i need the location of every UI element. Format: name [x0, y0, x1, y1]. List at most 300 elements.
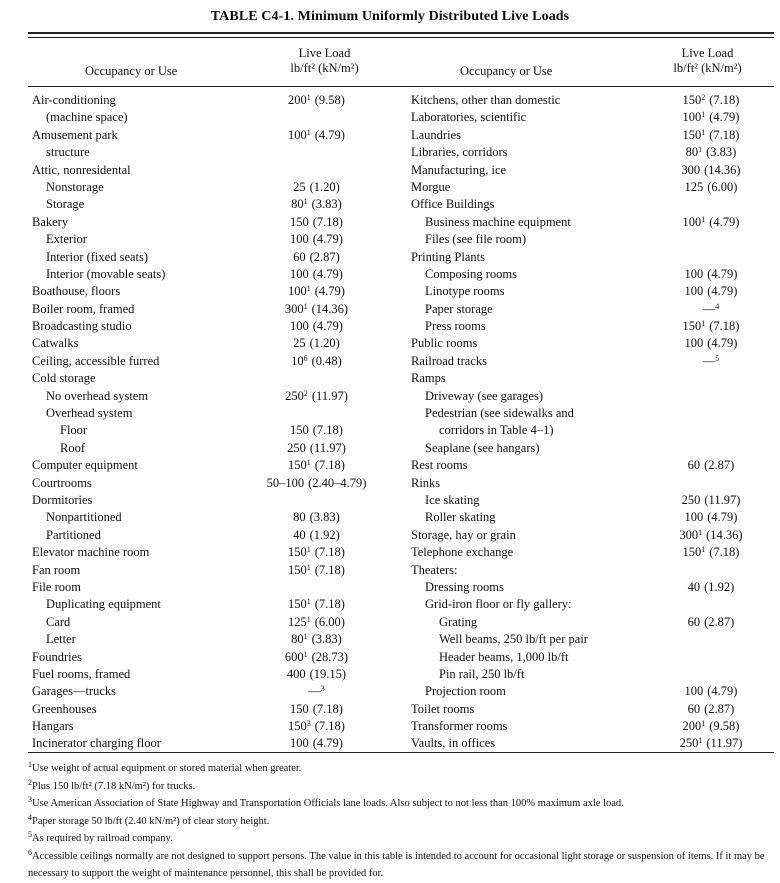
load-psf: 150 [682, 93, 702, 107]
live-load-value [254, 614, 379, 631]
load-kn: (4.79) [707, 510, 738, 525]
live-load-value [649, 162, 773, 179]
table-row [411, 701, 773, 718]
load-kn: (2.40–4.79) [308, 475, 367, 490]
load-psf: 60 [293, 249, 306, 264]
table-row [32, 249, 377, 266]
footnote [28, 778, 778, 796]
occupancy-label: Laundries [411, 127, 461, 142]
occupancy-label: Hangars [32, 719, 74, 734]
occupancy-label: Ramps [411, 371, 446, 386]
footnote-ref: 5 [715, 353, 720, 363]
occupancy-label: Roller skating [425, 510, 496, 525]
table-row [411, 109, 773, 126]
load-kn: (7.18) [709, 127, 740, 142]
table-row [411, 614, 773, 631]
load-kn: (4.79) [707, 684, 738, 699]
table-row [32, 544, 377, 561]
occupancy-label: Fuel rooms, framed [32, 666, 131, 681]
load-psf: 300 [284, 301, 304, 316]
footnote-ref: 1 [701, 127, 706, 137]
occupancy-label: Press rooms [425, 319, 486, 334]
load-kn: (4.79) [709, 214, 740, 229]
load-psf: 400 [286, 666, 306, 681]
occupancy-label: File room [32, 579, 81, 594]
footnote-ref: 1 [701, 719, 706, 729]
table-row [411, 144, 773, 161]
load-psf: 10 [291, 353, 304, 368]
live-load-value [254, 283, 379, 300]
load-psf: 100 [684, 336, 704, 351]
occupancy-label: Railroad tracks [411, 353, 488, 368]
occupancy-label: Ceiling, accessible furred [32, 353, 160, 368]
table-title: TABLE C4-1. Minimum Uniformly Distributed Live Loads [210, 9, 570, 24]
occupancy-label: Interior (fixed seats) [46, 249, 149, 264]
occupancy-label: Catwalks [32, 336, 79, 351]
live-load-value [254, 196, 379, 213]
table-row [411, 631, 773, 648]
load-psf: 80 [685, 145, 699, 160]
live-load-value [254, 544, 379, 561]
load-kn: (14.36) [706, 527, 743, 542]
load-psf: 25 [293, 179, 306, 194]
table-row [32, 527, 377, 544]
load-psf: 100 [290, 319, 309, 334]
occupancy-label: Cold storage [32, 371, 96, 386]
table-row [411, 666, 773, 683]
header-live-load-line1: Live Load [681, 46, 734, 60]
footnote-ref: 1 [306, 458, 311, 468]
load-kn: (14.36) [704, 162, 741, 177]
table-row [411, 475, 773, 492]
load-kn: (1.20) [309, 336, 340, 351]
table-row [32, 718, 377, 735]
table-row [32, 335, 377, 352]
load-psf: 80 [291, 632, 304, 647]
load-kn: (4.79) [707, 266, 738, 281]
table-row [411, 422, 773, 439]
footnote-number: 2 [28, 777, 32, 787]
live-load-value [254, 701, 379, 718]
load-kn: (3.83) [311, 197, 342, 212]
table-row [411, 457, 773, 474]
occupancy-label: Foundries [32, 649, 82, 664]
header-live-load-line1: Live Load [298, 46, 351, 60]
live-load-value [649, 318, 773, 335]
right-column [411, 92, 773, 753]
table-row [32, 109, 377, 126]
footnote-ref: 1 [701, 545, 706, 555]
footnote-ref: 1 [303, 649, 308, 659]
table-row [32, 144, 377, 161]
occupancy-label: Air-conditioning [32, 93, 116, 107]
live-load-value [649, 718, 773, 735]
load-psf: 125 [684, 179, 704, 194]
footnote [28, 813, 778, 831]
footnote [28, 848, 778, 883]
bottom-rule [28, 752, 774, 753]
load-kn: (19.15) [309, 666, 347, 681]
table-row [411, 92, 773, 109]
occupancy-label: Partitioned [46, 527, 101, 542]
live-load-value [649, 335, 773, 352]
live-load-value [649, 492, 773, 509]
footnote-text: Accessible ceilings normally are not designed to support persons. The value in this table is intended to account for occasional light storage or suspension of items. If it may be necessary to support the weight of maintenance personnel, this shall be provided for. [28, 850, 765, 879]
load-psf: 25 [293, 336, 306, 351]
occupancy-label: (machine space) [46, 110, 128, 125]
occupancy-label: Duplicating equipment [46, 597, 161, 612]
load-kn: (7.18) [709, 319, 740, 334]
load-kn: (1.20) [309, 179, 340, 194]
occupancy-label: corridors in Table 4–1) [439, 423, 554, 438]
footnote-ref: 1 [306, 545, 311, 555]
table-row [32, 666, 377, 683]
table-row [411, 162, 773, 179]
occupancy-label: Dormitories [32, 492, 93, 507]
live-load-value [649, 353, 773, 370]
load-kn: (4.79) [312, 319, 343, 334]
footnote-ref: 3 [320, 684, 325, 694]
load-psf: 150 [682, 319, 702, 334]
occupancy-label: Rest rooms [411, 458, 468, 473]
occupancy-label: Fan room [32, 562, 81, 577]
table-row [32, 649, 377, 666]
footnote-number: 5 [28, 830, 32, 839]
table-row [32, 162, 377, 179]
footnote-ref: 1 [698, 527, 703, 537]
footnote-ref: 2 [303, 388, 308, 398]
occupancy-label: Driveway (see garages) [425, 388, 543, 403]
live-load-value [254, 388, 379, 405]
footnote-number: 3 [28, 795, 32, 804]
table-row [411, 440, 773, 457]
top-rule-thin [28, 37, 774, 38]
live-load-value [649, 144, 773, 161]
live-load-value [254, 735, 379, 752]
table-row [32, 509, 377, 526]
load-psf: 150 [682, 545, 702, 560]
load-psf: 80 [293, 510, 306, 525]
table-row [32, 231, 377, 248]
footnote-ref: 1 [306, 284, 311, 294]
occupancy-label: Floor [60, 423, 88, 438]
footnote [28, 760, 778, 778]
occupancy-label: Paper storage [425, 301, 493, 316]
occupancy-label: Vaults, in offices [411, 736, 496, 751]
occupancy-label: Nonpartitioned [46, 510, 122, 525]
table-row [32, 283, 377, 300]
live-load-value [254, 683, 379, 700]
occupancy-label: Roof [60, 440, 85, 455]
occupancy-label: Laboratories, scientific [411, 110, 527, 125]
load-kn: (4.79) [314, 127, 345, 142]
occupancy-label: Dressing rooms [425, 579, 504, 594]
occupancy-label: Linotype rooms [425, 284, 505, 299]
occupancy-label: Telephone exchange [411, 545, 514, 560]
live-load-value [649, 509, 773, 526]
load-psf: 100 [684, 510, 704, 525]
live-load-value [254, 127, 379, 144]
load-psf: 80 [291, 197, 304, 212]
load-kn: (6.00) [314, 614, 345, 629]
occupancy-label: Courtrooms [32, 475, 92, 490]
live-load-value [649, 457, 773, 474]
live-load-value [649, 92, 773, 109]
load-kn: (7.18) [314, 719, 345, 734]
live-load-value [649, 301, 773, 318]
table-row [411, 335, 773, 352]
live-load-value [254, 422, 379, 439]
live-load-value [254, 335, 379, 352]
table-row [32, 353, 377, 370]
occupancy-label: Theaters: [411, 562, 458, 577]
occupancy-label: Greenhouses [32, 701, 97, 716]
load-psf: — [308, 684, 321, 699]
table-row [32, 266, 377, 283]
occupancy-label: Grid-iron floor or fly gallery: [425, 597, 572, 612]
table-row [411, 231, 773, 248]
table-row [32, 457, 377, 474]
top-rule-thick [28, 32, 774, 34]
table-row [32, 596, 377, 613]
header-live-load-line2: lb/ft² (kN/m²) [290, 61, 359, 75]
table-row [32, 92, 377, 109]
load-kn: (7.18) [312, 701, 343, 716]
load-kn: (7.18) [312, 214, 343, 229]
live-load-value [254, 631, 379, 648]
footnote-text: As required by railroad company. [32, 833, 173, 844]
load-kn: (6.00) [707, 179, 738, 194]
footnote-number: 4 [28, 812, 32, 822]
table-row [411, 301, 773, 318]
table-row [32, 301, 377, 318]
load-psf: 50–100 [266, 475, 305, 490]
load-psf: — [702, 301, 716, 316]
footnotes [28, 760, 778, 883]
occupancy-label: Storage [46, 197, 85, 212]
occupancy-label: Manufacturing, ice [411, 162, 507, 177]
occupancy-label: Composing rooms [425, 266, 518, 281]
load-psf: 100 [288, 127, 307, 142]
load-psf: 150 [288, 545, 307, 560]
live-load-value [649, 544, 773, 561]
footnote-ref: 3 [306, 719, 311, 729]
live-load-value [254, 527, 379, 544]
header-live-load-left [262, 46, 387, 76]
load-kn: (4.79) [312, 266, 343, 281]
table-row [32, 579, 377, 596]
live-load-value [254, 649, 379, 666]
load-psf: 300 [679, 527, 699, 542]
footnote-text: Use American Association of State Highway and Transportation Officials lane loads. Also subject to not less than 100% maximum axle load. [32, 798, 624, 809]
live-load-value [649, 179, 773, 196]
table-row [32, 562, 377, 579]
occupancy-label: Grating [439, 614, 478, 629]
occupancy-label: Elevator machine room [32, 545, 150, 560]
occupancy-label: structure [46, 145, 90, 160]
occupancy-label: Toilet rooms [411, 701, 475, 716]
occupancy-label: Ice skating [425, 492, 480, 507]
load-psf: 300 [681, 162, 701, 177]
header-occupancy-left: Occupancy or Use [85, 64, 178, 78]
header-rule [28, 86, 774, 87]
table-row [411, 596, 773, 613]
live-load-value [649, 683, 773, 700]
occupancy-label: Overhead system [46, 406, 133, 421]
load-kn: (2.87) [704, 458, 735, 473]
load-psf: 100 [684, 266, 704, 281]
footnote-ref: 1 [701, 110, 706, 120]
table-row [32, 370, 377, 387]
live-load-value [649, 109, 773, 126]
table-row [32, 318, 377, 335]
footnote-number: 6 [28, 847, 32, 857]
table-row [411, 388, 773, 405]
load-kn: (4.79) [707, 284, 738, 299]
footnote-ref: 2 [701, 93, 706, 102]
footnote-ref: 6 [303, 353, 308, 363]
table-row [411, 509, 773, 526]
load-psf: 100 [290, 232, 309, 247]
footnote [28, 795, 778, 813]
occupancy-label: Kitchens, other than domestic [411, 93, 561, 107]
load-psf: 150 [290, 214, 309, 229]
live-load-value [254, 92, 379, 109]
occupancy-label: Header beams, 1,000 lb/ft [439, 649, 569, 664]
load-kn: (11.97) [704, 492, 741, 507]
load-psf: 150 [290, 423, 309, 438]
live-load-value [254, 562, 379, 579]
occupancy-label: Letter [46, 632, 76, 647]
table-row [32, 179, 377, 196]
load-psf: 150 [290, 701, 309, 716]
table-row [411, 283, 773, 300]
table-row [411, 649, 773, 666]
table-row [411, 527, 773, 544]
footnote [28, 830, 778, 848]
load-psf: 250 [681, 492, 701, 507]
load-psf: 150 [682, 127, 702, 142]
load-psf: 200 [288, 93, 307, 107]
load-kn: (9.58) [709, 719, 740, 734]
load-psf: 100 [682, 214, 702, 229]
load-kn: (4.79) [314, 284, 345, 299]
table-row [32, 196, 377, 213]
live-load-value [254, 475, 379, 492]
load-psf: — [702, 353, 716, 368]
live-load-value [254, 353, 379, 370]
occupancy-label: Incinerator charging floor [32, 736, 161, 751]
load-kn: (14.36) [311, 301, 349, 316]
table-row [411, 492, 773, 509]
table-row [411, 544, 773, 561]
load-kn: (7.18) [314, 545, 345, 560]
footnote-ref: 1 [306, 93, 311, 102]
footnote-text: Use weight of actual equipment or stored material when greater. [32, 763, 302, 774]
load-kn: (7.18) [312, 423, 343, 438]
occupancy-label: Public rooms [411, 336, 478, 351]
load-kn: (28.73) [311, 649, 349, 664]
load-kn: (4.79) [312, 232, 343, 247]
load-kn: (1.92) [704, 579, 735, 594]
occupancy-label: Morgue [411, 179, 451, 194]
live-load-value [254, 301, 379, 318]
table-row [32, 631, 377, 648]
occupancy-label: Card [46, 614, 71, 629]
occupancy-label: Rinks [411, 475, 441, 490]
occupancy-label: Transformer rooms [411, 719, 508, 734]
load-kn: (11.97) [311, 388, 348, 403]
table-row [32, 388, 377, 405]
live-load-value [254, 231, 379, 248]
occupancy-label: Nonstorage [46, 179, 104, 194]
load-kn: (3.83) [309, 510, 340, 525]
load-kn: (7.18) [314, 562, 345, 577]
load-psf: 100 [290, 266, 309, 281]
footnote-ref: 1 [306, 562, 311, 572]
live-load-value [649, 579, 773, 596]
load-psf: 150 [288, 458, 307, 473]
load-kn: (7.18) [314, 458, 345, 473]
load-psf: 40 [687, 579, 701, 594]
load-psf: 150 [288, 597, 307, 612]
load-psf: 250 [679, 736, 699, 751]
load-psf: 100 [288, 284, 307, 299]
occupancy-label: Pin rail, 250 lb/ft [439, 666, 525, 681]
table-row [411, 735, 773, 752]
table-row [411, 405, 773, 422]
occupancy-label: Seaplane (see hangars) [425, 440, 540, 455]
footnote-ref: 1 [698, 145, 703, 155]
table-row [411, 179, 773, 196]
load-psf: 250 [285, 388, 304, 403]
load-psf: 200 [682, 719, 702, 734]
table-row [32, 214, 377, 231]
load-kn: (2.87) [704, 701, 735, 716]
occupancy-label: Boiler room, framed [32, 301, 135, 316]
table-row [411, 579, 773, 596]
load-psf: 60 [687, 614, 701, 629]
table-row [411, 562, 773, 579]
live-load-value [254, 596, 379, 613]
occupancy-label: Office Buildings [411, 197, 495, 212]
load-kn: (4.79) [312, 736, 343, 751]
table-row [32, 735, 377, 752]
header-live-load-line2: lb/ft² (kN/m²) [673, 61, 742, 75]
load-psf: 600 [284, 649, 304, 664]
occupancy-label: No overhead system [46, 388, 149, 403]
table-row [411, 370, 773, 387]
table-row [32, 475, 377, 492]
footnote-ref: 1 [303, 301, 308, 311]
table-row [411, 683, 773, 700]
occupancy-label: Interior (movable seats) [46, 266, 166, 281]
footnote-ref: 1 [306, 614, 311, 624]
table-row [411, 266, 773, 283]
table-row [411, 249, 773, 266]
load-kn: (11.97) [309, 440, 346, 455]
footnote-ref: 1 [701, 214, 706, 224]
load-kn: (9.58) [314, 93, 345, 107]
occupancy-label: Pedestrian (see sidewalks and [425, 406, 574, 421]
load-psf: 60 [687, 701, 701, 716]
occupancy-label: Storage, hay or grain [411, 527, 516, 542]
table-row [32, 701, 377, 718]
live-load-value [649, 127, 773, 144]
live-load-value [254, 179, 379, 196]
occupancy-label: Printing Plants [411, 249, 485, 264]
load-kn: (11.97) [706, 736, 743, 751]
